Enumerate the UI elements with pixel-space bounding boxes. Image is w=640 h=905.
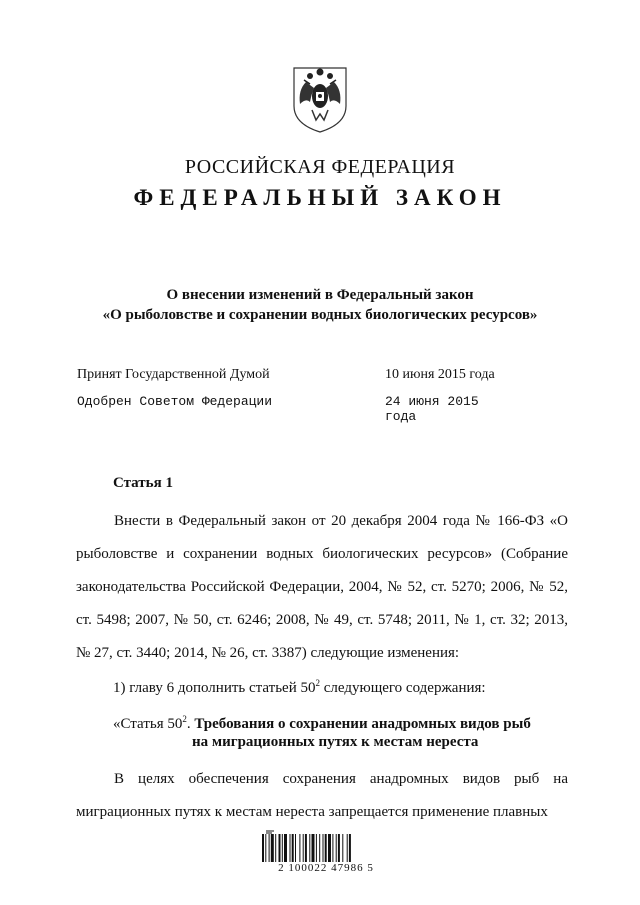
duma-adoption-date: 10 июня 2015 года (385, 367, 495, 382)
article-50-2-superscript: 2 (182, 714, 187, 724)
council-approval-date: 24 июня 2015 года (385, 394, 479, 424)
amendment-item-1 (113, 680, 486, 697)
law-subject-line-2: «О рыболовстве и сохранении водных биологических ресурсов» (102, 307, 538, 323)
russian-coat-of-arms-icon (284, 62, 356, 136)
document-type-title: ФЕДЕРАЛЬНЫЙ ЗАКОН (133, 185, 507, 210)
item-1-suffix: следующего содержания: (320, 680, 486, 696)
article-50-2-prefix: «Статья 50 (113, 716, 183, 732)
article-50-2-title-line-2: на миграционных путях к местам нереста (192, 734, 479, 750)
article-1-title: Статья 1 (113, 475, 173, 491)
article-50-2-title-line-1: Требования о сохранении анадромных видов рыб (194, 716, 531, 732)
item-1-superscript: 2 (315, 678, 320, 688)
article-50-2-heading (113, 715, 531, 751)
council-approval-label: Одобрен Советом Федерации (77, 394, 273, 409)
barcode-number: 2 100022 47986 5 (278, 862, 374, 874)
country-title: РОССИЙСКАЯ ФЕДЕРАЦИЯ (184, 156, 456, 178)
item-1-prefix: 1) главу 6 дополнить статьей 50 (113, 680, 316, 696)
coat-of-arms-emblem (284, 62, 356, 136)
document-barcode (256, 830, 396, 892)
article-50-2-dot: . (186, 716, 195, 732)
article-1-body: Внести в Федеральный закон от 20 декабря 2004 года № 166-ФЗ «О рыболовстве и сохранении водных биологических ресурсов» (Собрание законодательства Российской Федерации, 2004, № 52, ст. 5270; 2006, № 52, ст. 5498; 2007, № 50, ст. 6246; 2008, № 49, ст. 5748; 2011, № 1, ст. 32; 2013, № 27, ст. 3440; 2014, № 26, ст. 3387) следующие изменения: (76, 513, 568, 661)
barcode-icon (256, 830, 396, 864)
council-approval-row (77, 394, 507, 424)
duma-adoption-row (77, 367, 507, 383)
article-50-2-body: В целях обеспечения сохранения анадромных видов рыб на миграционных путях к местам нереста запрещается применение плавных (76, 771, 568, 820)
duma-adoption-label: Принят Государственной Думой (77, 367, 270, 382)
law-subject (0, 285, 640, 325)
law-subject-line-1: О внесении изменений в Федеральный закон (166, 287, 474, 303)
